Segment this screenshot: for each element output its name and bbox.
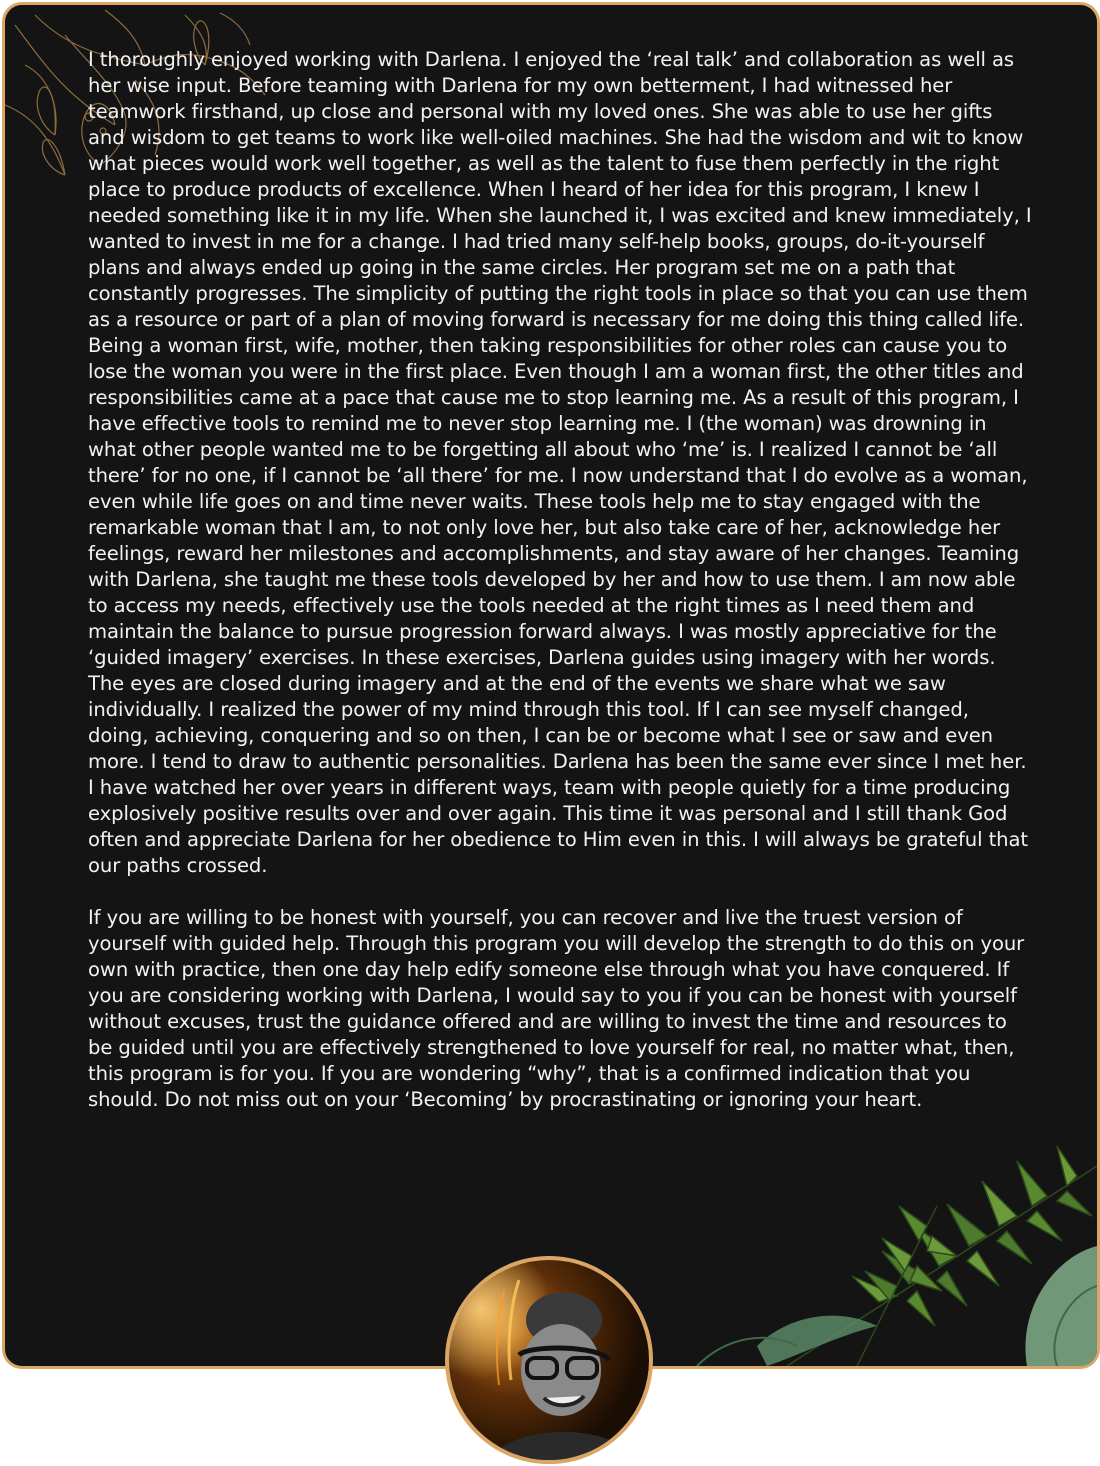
testimonial-paragraph-1: I thoroughly enjoyed working with Darlena. I enjoyed the ‘real talk’ and collaboration as well as her wise input. Before teaming with Darlena for my own betterment, I had witnessed her teamwork firsthand, up close and personal with my loved ones. She was able to use her gifts and wisdom to get teams to work like well-oiled machines. She had the wisdom and wit to know what pieces would work well together, as well as the talent to fuse them perfectly in the right place to produce products of excellence. When I heard of her idea for this program, I knew I needed something like it in my life. When she launched it, I was excited and knew immediately, I wanted to invest in me for a change. I had tried many self-help books, groups, do-it-yourself plans and always ended up going in the same circles. Her program set me on a path that constantly progresses. The simplicity of putting the right tools in place so that you can use them as a resource or part of a plan of moving forward is necessary for me doing this thing called life. Being a woman first, wife, mother, then taking responsibilities for other roles can cause you to lose the woman you were in the first place. Even though I am a woman first, the other titles and responsibilities came at a pace that cause me to stop learning me. As a result of this program, I have effective tools to remind me to never stop learning me. I (the woman) was drowning in what other people wanted me to be forgetting all about who ‘me’ is. I realized I cannot be ‘all there’ for no one, if I cannot be ‘all there’ for me. I now understand that I do evolve as a woman, even while life goes on and time never waits. These tools help me to stay engaged with the remarkable woman that I am, to not only love her, but also take care of her, acknowledge her feelings, reward her milestones and accomplishments, and stay aware of her changes. Teaming with Darlena, she taught me these tools developed by her and how to use them. I am now able to access my needs, effectively use the tools needed at the right times as I need them and maintain the balance to pursue progression forward always. I was mostly appreciative for the ‘guided imagery’ exercises. In these exercises, Darlena guides using imagery with her words. The eyes are closed during imagery and at the end of the events we share what we saw individually. I realized the power of my mind through this tool. If I can see myself changed, doing, achieving, conquering and so on then, I can be or become what I see or saw and even more. I tend to draw to authentic personalities. Darlena has been the same ever since I met her. I have watched her over years in different ways, team with people quietly for a time producing explosively positive results over and over again. This time it was personal and I still thank God often and appreciate Darlena for her obedience to Him even in this. I will always be grateful that our paths crossed. — [88, 48, 1032, 877]
testimonial-paragraph-2: If you are willing to be honest with yourself, you can recover and live the truest version of yourself with guided help. Through this program you will develop the strength to do this on your own with practice, then one day help edify someone else through what you have conquered. If you are considering working with Darlena, I would say to you if you can be honest with yourself without excuses, trust the guidance offered and are willing to invest the time and resources to be guided until you are effectively strengthened to love yourself for real, no matter what, then, this program is for you. If you are wondering “why”, that is a confirmed indication that you should. Do not miss out on your ‘Becoming’ by procrastinating or ignoring your heart. — [88, 906, 1025, 1111]
testimonial-card — [2, 2, 1100, 1369]
palm-leaves-decoration-icon — [637, 1086, 1097, 1366]
testimonial-text — [88, 47, 1033, 1113]
portrait-icon — [449, 1260, 649, 1460]
avatar — [445, 1256, 653, 1464]
